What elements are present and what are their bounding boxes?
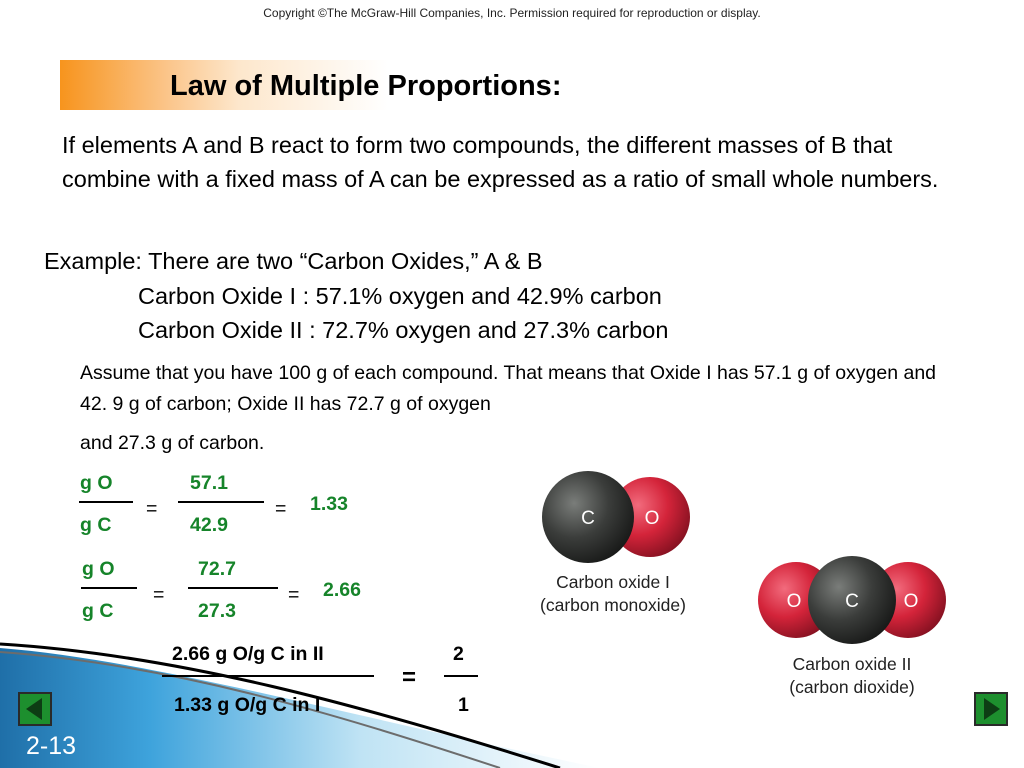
calc1-denominator-label: g C: [80, 514, 112, 536]
ratio-result-numerator: 2: [453, 643, 464, 665]
example-intro: Example: There are two “Carbon Oxides,” A & B: [44, 248, 543, 274]
slide-title: Law of Multiple Proportions:: [170, 70, 562, 102]
co-carbon-symbol: C: [581, 508, 595, 529]
calc1-numerator-label: g O: [80, 472, 113, 494]
arrow-left-icon: [20, 694, 50, 724]
calc2-numerator-value: 72.7: [198, 558, 236, 580]
carbon-dioxide-molecule: [756, 544, 948, 652]
calc1-equals-1: =: [146, 498, 158, 520]
calc1-equals-2: =: [275, 498, 287, 520]
ratio-fraction-bar: [162, 675, 374, 677]
calc1-result: 1.33: [310, 493, 348, 515]
example-oxide-1: Carbon Oxide I : 57.1% oxygen and 42.9% carbon: [138, 283, 662, 309]
law-definition: If elements A and B react to form two compounds, the different masses of B that combine with a fixed mass of A can be expressed as a ratio of small whole numbers.: [62, 132, 939, 192]
co2-caption-name: Carbon oxide II: [792, 654, 912, 674]
ratio-denominator: 1.33 g O/g C in I: [174, 694, 321, 716]
co2-oxygen-symbol-right: O: [903, 591, 919, 612]
calc1-denominator-value: 42.9: [190, 514, 228, 536]
next-slide-button[interactable]: [974, 692, 1008, 726]
ratio-numerator: 2.66 g O/g C in II: [172, 643, 324, 665]
assumption-last-line: and 27.3 g of carbon.: [80, 432, 265, 454]
calc2-equals-2: =: [288, 584, 300, 606]
co-caption-name: Carbon oxide I: [556, 572, 670, 592]
co2-caption-common: (carbon dioxide): [789, 677, 915, 697]
co-caption: [508, 571, 718, 617]
ratio-result-bar: [444, 675, 478, 677]
co2-oxygen-symbol-left: O: [786, 591, 802, 612]
carbon-monoxide-molecule: [538, 462, 708, 572]
calc2-equals-1: =: [153, 584, 165, 606]
slide-number: 2-13: [26, 732, 77, 760]
assumption-text: Assume that you have 100 g of each compound. That means that Oxide I has 57.1 g of oxygen and 42. 9 g of carbon; Oxide II has 72.7 g of oxygen: [80, 362, 937, 415]
calc1-numerator-value: 57.1: [190, 472, 228, 494]
ratio-result-denominator: 1: [458, 694, 469, 716]
co-caption-common: (carbon monoxide): [540, 595, 686, 615]
co2-carbon-symbol: C: [845, 591, 859, 612]
example-oxide-2: Carbon Oxide II : 72.7% oxygen and 27.3% carbon: [138, 317, 669, 343]
calc2-denominator-value: 27.3: [198, 600, 236, 622]
co-oxygen-symbol: O: [644, 508, 660, 529]
calc2-result: 2.66: [323, 579, 361, 601]
ratio-equals: =: [402, 664, 417, 691]
copyright-notice: Copyright ©The McGraw-Hill Companies, Inc. Permission required for reproduction or display.: [263, 6, 761, 20]
co2-caption: [748, 653, 956, 699]
previous-slide-button[interactable]: [18, 692, 52, 726]
calc2-numerator-label: g O: [82, 558, 115, 580]
arrow-right-icon: [976, 694, 1006, 724]
calc2-denominator-label: g C: [82, 600, 114, 622]
